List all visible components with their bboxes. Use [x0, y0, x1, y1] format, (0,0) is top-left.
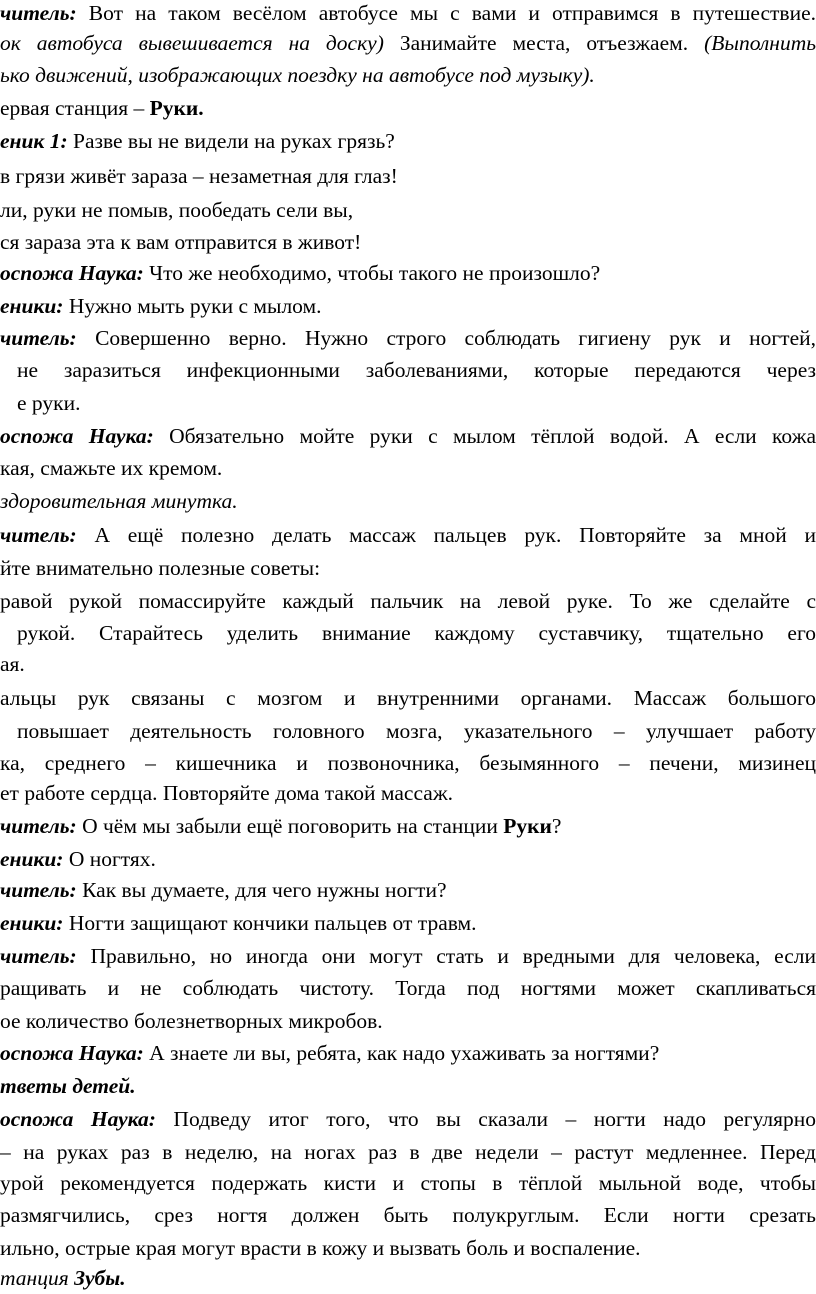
text-line: [0, 552, 816, 585]
speaker-label: тветы детей.: [0, 1074, 136, 1098]
styled-text: Руки.: [149, 96, 204, 120]
text-run: ращивать и не соблюдать чистоту. Тогда под ногтями может скапливаться: [0, 976, 816, 1000]
styled-text: (Выполнить: [704, 31, 816, 55]
text-line: [0, 648, 816, 681]
text-line: [0, 1232, 816, 1265]
text-run: Разве вы не видели на руках грязь?: [67, 129, 395, 153]
text-line: [0, 160, 816, 193]
text-run: Что же необходимо, чтобы такого не произошло?: [143, 261, 601, 285]
speaker-label: Зубы.: [74, 1266, 126, 1290]
text-line: [0, 485, 816, 518]
text-line: [0, 322, 816, 355]
speaker-label: читель:: [0, 1, 77, 25]
speaker-label: читель:: [0, 326, 77, 350]
speaker-label: читель:: [0, 878, 77, 902]
text-run: ервая станция –: [0, 96, 150, 120]
text-run: в грязи живёт зараза – незаметная для глаз!: [0, 164, 398, 188]
text-line: [0, 257, 816, 290]
text-line: [0, 843, 816, 876]
text-run: А ещё полезно делать массаж пальцев рук. Повторяйте за мной и: [76, 523, 816, 547]
text-line: [0, 125, 816, 158]
text-line: [0, 1262, 816, 1294]
text-run: е руки.: [17, 391, 81, 415]
text-line: [0, 874, 816, 907]
speaker-label: оспожа Наука:: [0, 1107, 156, 1131]
text-run: Как вы думаете, для чего нужны ногти?: [76, 878, 447, 902]
text-run: повышает деятельность головного мозга, указательного – улучшает работу: [17, 719, 816, 743]
styled-text: ок автобуса вывешивается на доску): [0, 31, 384, 55]
text-line: [0, 1037, 816, 1070]
text-run: Совершенно верно. Нужно строго соблюдать гигиену рук и ногтей,: [76, 326, 816, 350]
text-run: А знаете ли вы, ребята, как надо ухаживать за ногтями?: [143, 1041, 660, 1065]
text-run: ?: [551, 814, 562, 838]
text-run: Занимайте места, отъезжаем.: [383, 31, 705, 55]
text-line: [0, 1167, 816, 1200]
styled-text: ько движений, изображающих поездку на автобусе под музыку).: [0, 63, 595, 87]
text-line: [0, 1005, 816, 1038]
speaker-label: еники:: [0, 847, 64, 871]
text-run: Обязательно мойте руки с мылом тёплой водой. А если кожа: [153, 424, 816, 448]
text-line: [17, 354, 816, 387]
text-run: – на руках раз в неделю, на ногах раз в две недели – растут медленнее. Перед: [0, 1140, 816, 1164]
styled-text: Руки: [503, 814, 552, 838]
text-run: равой рукой помассируйте каждый пальчик на левой руке. То же сделайте с: [0, 589, 816, 613]
text-line: [0, 92, 816, 125]
text-run: ли, руки не помыв, пообедать сели вы,: [0, 198, 354, 222]
text-run: йте внимательно полезные советы:: [0, 556, 321, 580]
text-run: Подведу итог того, что вы сказали – ногти надо регулярно: [155, 1107, 816, 1131]
text-run: ся зараза эта к вам отправится в живот!: [0, 230, 362, 254]
text-line: [0, 226, 816, 259]
text-run: урой рекомендуется подержать кисти и стопы в тёплой мыльной воде, чтобы: [0, 1171, 816, 1195]
speaker-label: читель:: [0, 814, 77, 838]
text-line: [0, 1199, 816, 1232]
speaker-label: оспожа Наука:: [0, 424, 154, 448]
text-line: [0, 777, 816, 810]
text-run: не заразиться инфекционными заболеваниями, которые передаются через: [17, 358, 816, 382]
styled-text: танция: [0, 1266, 75, 1290]
text-line: [0, 290, 816, 323]
text-run: ка, среднего – кишечника и позвоночника, безымянного – печени, мизинец: [0, 751, 816, 775]
text-run: О ногтях.: [63, 847, 156, 871]
text-run: кая, смажьте их кремом.: [0, 456, 223, 480]
text-line: [17, 387, 816, 420]
text-run: ая.: [0, 652, 25, 676]
text-line: [0, 27, 816, 60]
text-line: [0, 907, 816, 940]
styled-text: здоровительная минутка.: [0, 489, 238, 513]
speaker-label: читель:: [0, 944, 77, 968]
text-line: [0, 0, 816, 30]
text-line: [0, 1070, 816, 1103]
text-line: [0, 940, 816, 973]
text-run: ое количество болезнетворных микробов.: [0, 1009, 383, 1033]
text-run: Ногти защищают кончики пальцев от травм.: [63, 911, 477, 935]
text-line: [0, 1136, 816, 1169]
text-run: О чём мы забыли ещё поговорить на станции: [76, 814, 504, 838]
text-line: [0, 585, 816, 618]
text-line: [0, 420, 816, 453]
text-line: [0, 1103, 816, 1136]
text-run: Правильно, но иногда они могут стать и вредными для человека, если: [76, 944, 816, 968]
text-line: [0, 972, 816, 1005]
speaker-label: еники:: [0, 294, 64, 318]
text-line: [0, 519, 816, 552]
text-run: Вот на таком весёлом автобусе мы с вами и отправимся в путешествие.: [76, 1, 816, 25]
text-line: [0, 747, 816, 780]
speaker-label: еник 1:: [0, 129, 68, 153]
speaker-label: еники:: [0, 911, 64, 935]
text-run: ильно, острые края могут врасти в кожу и вызвать боль и воспаление.: [0, 1236, 641, 1260]
text-line: [17, 715, 816, 748]
text-line: [0, 810, 816, 843]
text-run: ет работе сердца. Повторяйте дома такой массаж.: [0, 781, 454, 805]
text-line: [0, 194, 816, 227]
text-line: [0, 452, 816, 485]
text-line: [17, 617, 816, 650]
text-run: размягчились, срез ногтя должен быть полукруглым. Если ногти срезать: [0, 1203, 816, 1227]
text-run: альцы рук связаны с мозгом и внутренними органами. Массаж большого: [0, 686, 816, 710]
text-run: рукой. Старайтесь уделить внимание каждому суставчику, тщательно его: [17, 621, 816, 645]
speaker-label: оспожа Наука:: [0, 1041, 144, 1065]
speaker-label: оспожа Наука:: [0, 261, 144, 285]
speaker-label: читель:: [0, 523, 77, 547]
text-run: Нужно мыть руки с мылом.: [63, 294, 322, 318]
text-line: [0, 59, 816, 92]
text-line: [0, 682, 816, 715]
